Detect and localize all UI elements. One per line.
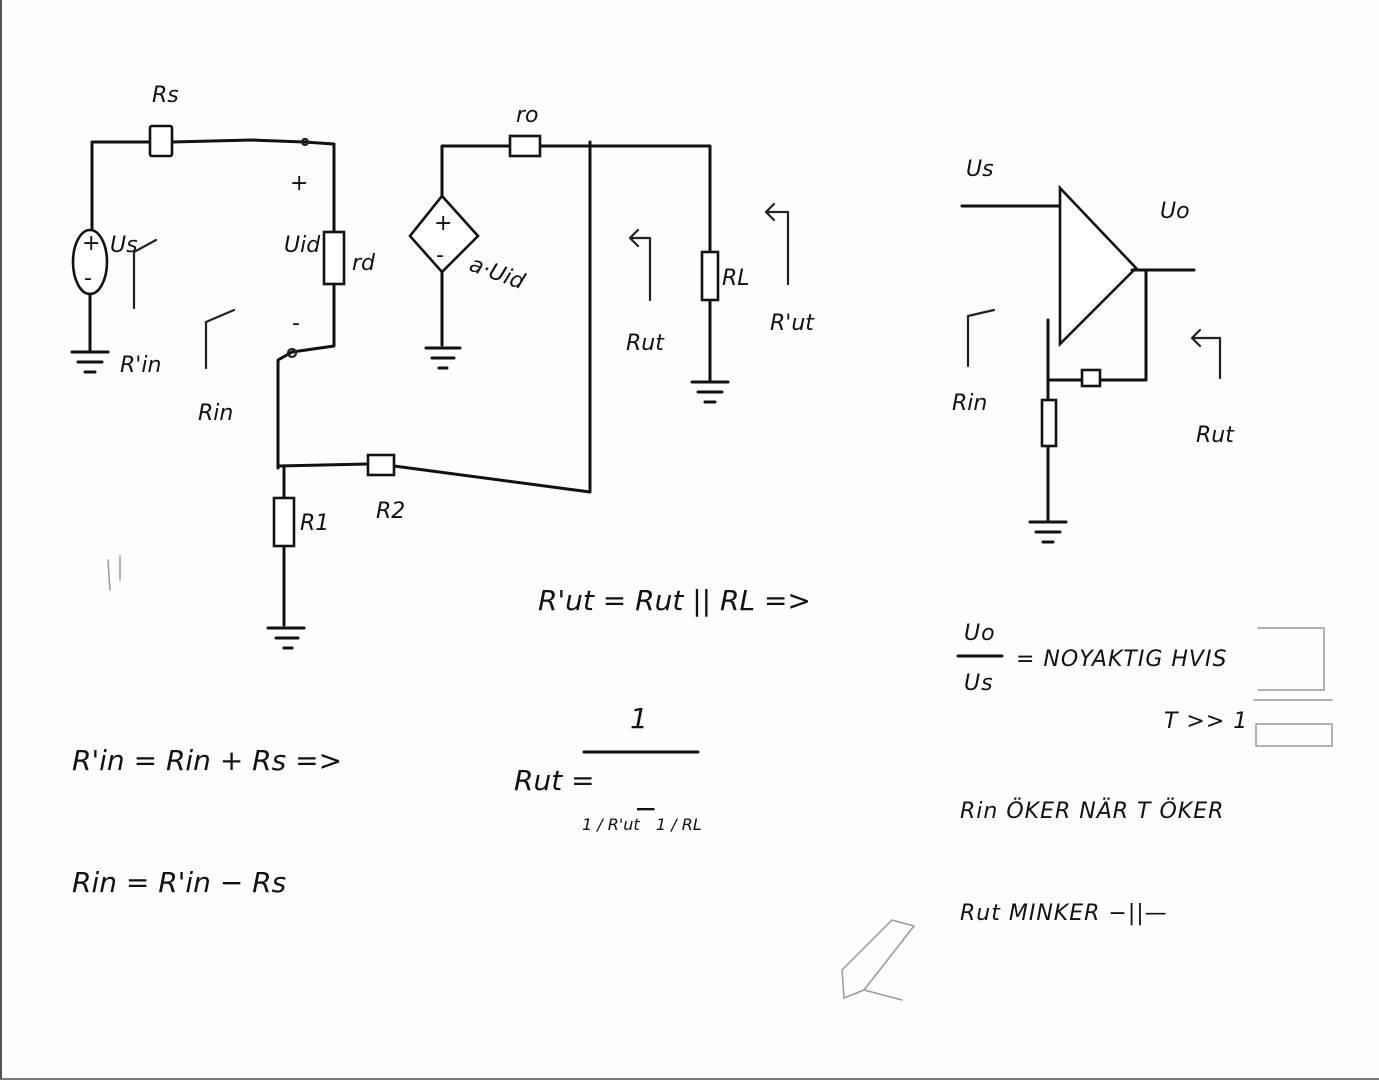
input-resistance-label: rd: [352, 251, 376, 276]
arrow-opamp-rin: [968, 310, 994, 366]
ground-symbol-dep: [426, 348, 460, 368]
wire-feedback: [278, 142, 590, 492]
opamp-output-label: Uo: [1160, 199, 1190, 224]
ground-symbol: [72, 352, 108, 372]
load-label: RL: [722, 266, 750, 291]
source-label: Us: [110, 233, 138, 258]
arrow-r-in: [206, 310, 234, 368]
equation-r-in-prime: R'in = Rin + Rs =>: [72, 744, 343, 777]
output-resistor-label: ro: [516, 103, 539, 128]
input-resistance: [324, 232, 344, 284]
dep-source-plus: +: [434, 211, 453, 236]
feedback-resistor: [368, 455, 394, 475]
r-out-label: Rut: [626, 331, 664, 356]
opamp-diagram: [952, 157, 1235, 542]
equation-r-out-minus: −: [634, 792, 658, 825]
input-voltage-label: Uid: [284, 233, 321, 258]
r-in-prime-label: R'in: [120, 353, 162, 378]
source-resistor-label: Rs: [152, 83, 179, 108]
source-plus: +: [82, 231, 101, 256]
source-resistor: [150, 126, 172, 156]
opamp-ground-resistor: [1042, 400, 1056, 446]
opamp-rin-label: Rin: [952, 391, 988, 416]
ratio-denominator: Us: [964, 671, 994, 696]
condition-text: T >> 1: [1164, 709, 1249, 734]
opamp-triangle: [1060, 188, 1136, 344]
rut-note: Rut MINKER −||—: [960, 901, 1168, 926]
arrow-r-in-prime: [134, 240, 156, 308]
input-minus: -: [292, 311, 300, 336]
opamp-input-label: Us: [966, 157, 994, 182]
rin-note: Rin ÖKER NÄR T ÖKER: [960, 799, 1225, 824]
gain-label: a·Uid: [465, 252, 528, 296]
ground-symbol-load: [692, 382, 728, 402]
ground-symbol-opamp: [1030, 522, 1066, 542]
eraser-sketch: [842, 920, 914, 1000]
circuit-diagram: [72, 83, 815, 648]
equation-r-out-lhs: Rut =: [514, 764, 595, 797]
ground-resistor: [274, 498, 294, 546]
opamp-rut-label: Rut: [1196, 423, 1234, 448]
equation-r-out-prime: R'ut = Rut || RL =>: [538, 584, 811, 617]
r-in-label: Rin: [198, 401, 234, 426]
input-plus: +: [290, 171, 309, 196]
ratio-text: = NOYAKTIG HVIS: [1016, 647, 1228, 672]
ground-symbol-r1: [268, 628, 304, 648]
arrow-r-out: [630, 230, 650, 300]
dep-source-minus: -: [436, 243, 444, 268]
wire-rd-down: [278, 284, 334, 468]
equation-r-out-den-b: 1 / RL: [656, 815, 702, 834]
notes: [958, 621, 1248, 926]
output-resistor: [510, 136, 540, 156]
arrow-r-out-prime: [766, 204, 788, 284]
equations: [72, 584, 811, 899]
whiteboard-drawing: [2, 0, 1379, 1080]
source-minus: -: [84, 266, 92, 291]
feedback-resistor-label: R2: [376, 499, 406, 524]
equation-r-out-numerator: 1: [630, 702, 648, 735]
ratio-numerator: Uo: [964, 621, 996, 646]
opamp-feedback-resistor: [1082, 370, 1100, 386]
arrow-opamp-rut: [1192, 330, 1220, 378]
r-out-prime-label: R'ut: [770, 311, 814, 336]
equation-r-out-den-a: 1 / R'ut: [582, 815, 640, 834]
load-resistor: [702, 252, 718, 300]
equation-r-in: Rin = R'in − Rs: [72, 866, 287, 899]
ground-resistor-label: R1: [300, 511, 330, 536]
